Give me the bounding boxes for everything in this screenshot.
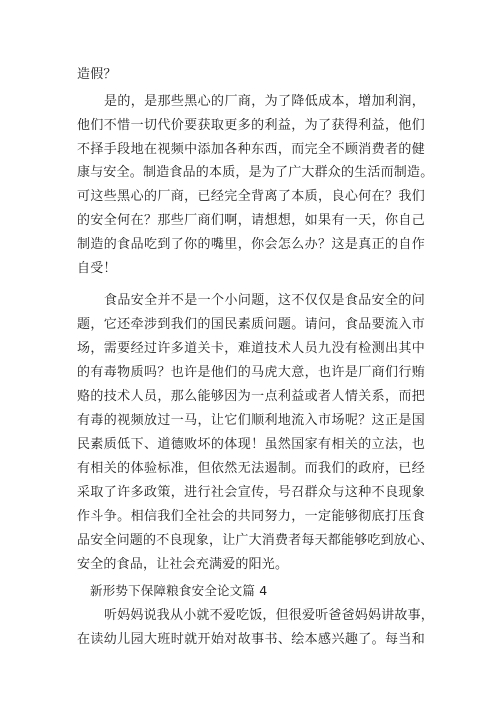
text-line: 他们不惜一切代价要获取更多的利益，为了获得利益，他们 (77, 118, 425, 133)
paragraph-first-line: 食品安全并不是一个小问题，这不仅仅是食品安全的问 (104, 293, 425, 308)
text-line: 有相关的体验标准，但依然无法遏制。而我们的政府，已经 (77, 461, 425, 476)
text-line: 安全的食品，让社会充满爱的阳光。 (77, 557, 289, 572)
text-line: 赂的技术人员，那么能够因为一点利益或者人情关系，而把 (77, 389, 425, 404)
text-line: 民素质低下、道德败坏的体现！虽然国家有相关的立法，也 (77, 437, 425, 452)
text-line: 题，它还牵涉到我们的国民素质问题。请问，食品要流入市 (77, 317, 425, 332)
text-line: 品安全问题的不良现象，让广大消费者每天都能够吃到放心、 (77, 533, 434, 548)
text-line: 的安全何在？那些厂商们啊，请想想，如果有一天，你自己 (77, 213, 425, 228)
section-heading: 新形势下保障粮食安全论文篇 4 (90, 583, 268, 598)
text-line: 制造的食品吃到了你的嘴里，你会怎么办？这是真正的自作 (77, 237, 425, 252)
text-line: 采取了许多政策，进行社会宣传，号召群众与这种不良现象 (77, 485, 425, 500)
text-line: 可这些黑心的厂商，已经完全背离了本质，良心何在？我们 (77, 189, 425, 204)
text-line: 不择手段地在视频中添加各种东西，而完全不顾消费者的健 (77, 142, 425, 157)
text-line: 有毒的视频放过一马，让它们顺利地流入市场呢？这正是国 (77, 413, 425, 428)
text-line: 场，需要经过许多道关卡，难道技术人员九没有检测出其中 (77, 341, 425, 356)
paragraph-first-line: 听妈妈说我从小就不爱吃饭，但很爱听爸爸妈妈讲故事， (104, 608, 435, 623)
text-line: 的有毒物质吗？也许是他们的马虎大意，也许是厂商们行贿 (77, 365, 425, 380)
text-line: 在读幼儿园大班时就开始对故事书、绘本感兴趣了。每当和 (77, 632, 425, 647)
text-line: 作斗争。相信我们全社会的共同努力，一定能够彻底打压食 (77, 509, 425, 524)
text-line: 康与安全。制造食品的本质，是为了广大群众的生活而制造。 (77, 165, 434, 180)
paragraph-first-line: 是的，是那些黑心的厂商，为了降低成本，增加利润， (104, 94, 425, 109)
text-line: 造假？ (77, 67, 117, 82)
text-line: 自受！ (77, 261, 117, 276)
